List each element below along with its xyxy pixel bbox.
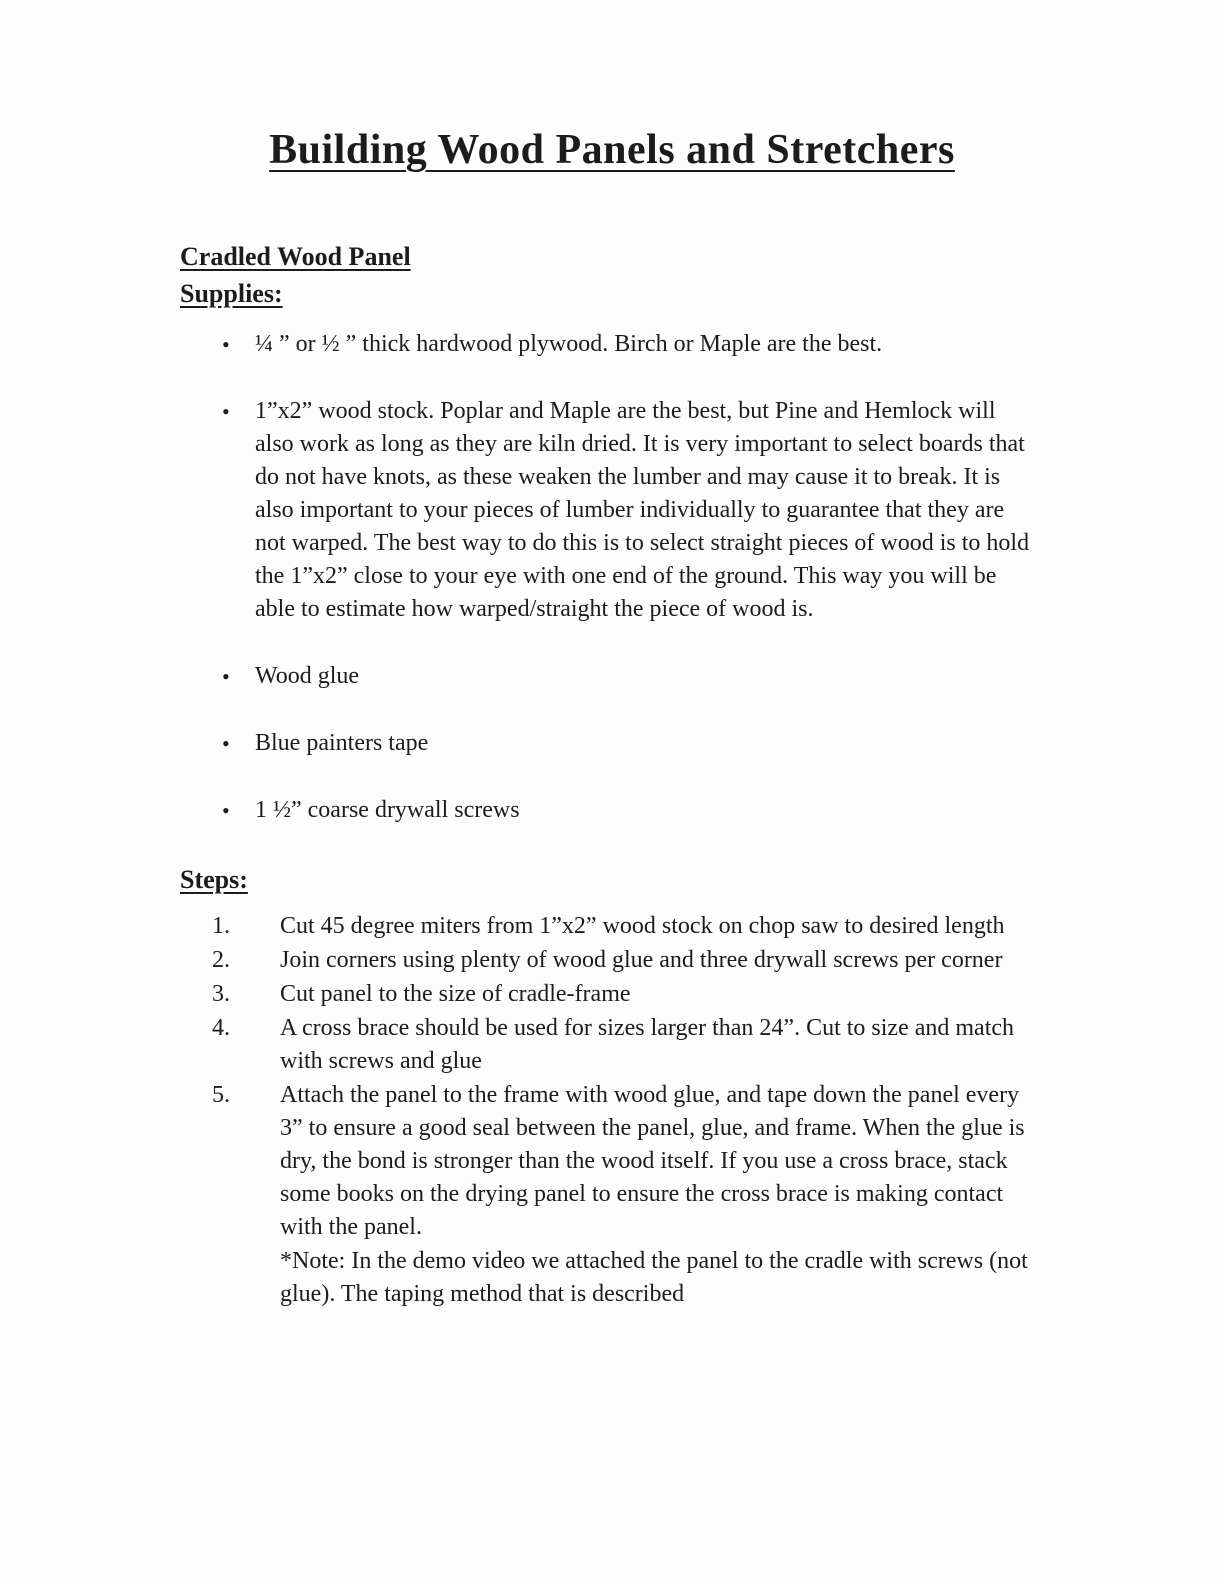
step-text: Cut 45 degree miters from 1”x2” wood stock on chop saw to desired length [280,913,1005,939]
page-title [0,0,1224,174]
step-text: A cross brace should be used for sizes larger than 24”. Cut to size and match with screws and glue [280,1015,1015,1074]
step-text: Cut panel to the size of cradle-frame [280,981,631,1007]
list-item [180,328,1074,361]
list-item [180,395,1074,626]
step-number: 5. [212,1082,230,1108]
supply-text: Blue painters tape [255,730,429,756]
supplies-heading-text: Supplies: [180,279,283,308]
list-item [180,660,1074,693]
list-item [180,944,1074,977]
list-item [180,794,1074,827]
step-text: Join corners using plenty of wood glue and three drywall screws per corner [280,947,1003,973]
bullet-icon [180,727,255,760]
supply-text: Wood glue [255,663,360,689]
list-item [180,1012,1074,1078]
note-text: *Note: In the demo video we attached the panel to the cradle with screws (not glue). The taping method that is described [280,1248,1028,1307]
supply-text: ¼ ” or ½ ” thick hardwood plywood. Birch or Maple are the best. [255,331,883,357]
step-number: 4. [212,1015,230,1041]
step-number: 1. [212,913,230,939]
section-heading [180,238,1074,275]
document-body [180,238,1074,1311]
steps-list [180,910,1074,1244]
list-item [180,1079,1074,1244]
list-item [180,910,1074,943]
section-heading-text: Cradled Wood Panel [180,242,411,271]
bullet-icon [180,395,255,428]
supplies-heading [180,275,1074,312]
list-item [180,727,1074,760]
bullet-icon [180,660,255,693]
steps-heading [180,861,1074,898]
supply-text: 1 ½” coarse drywall screws [255,797,520,823]
steps-heading-text: Steps: [180,865,248,894]
bullet-icon [180,328,255,361]
step-number: 3. [212,981,230,1007]
step-number: 2. [212,947,230,973]
list-item [180,978,1074,1011]
supply-text: 1”x2” wood stock. Poplar and Maple are the best, but Pine and Hemlock will also work as long as they are kiln dried. It is very important to select boards that do not have knots, as these weaken the lumber and may cause it to break. It is also important to your pieces of lumber individually to guarantee that they are not warped. The best way to do this is to select straight pieces of wood is to hold the 1”x2” close to your eye with one end of the ground. This way you will be able to estimate how warped/straight the piece of wood is. [255,398,1030,622]
step-text: Attach the panel to the frame with wood glue, and tape down the panel every 3” to ensure a good seal between the panel, glue, and frame. When the glue is dry, the bond is stronger than the wood itself. If you use a cross brace, stack some books on the drying panel to ensure the cross brace is making contact with the panel. [280,1082,1025,1240]
page-title-text: Building Wood Panels and Stretchers [269,127,955,173]
supplies-list [180,328,1074,827]
bullet-icon [180,794,255,827]
